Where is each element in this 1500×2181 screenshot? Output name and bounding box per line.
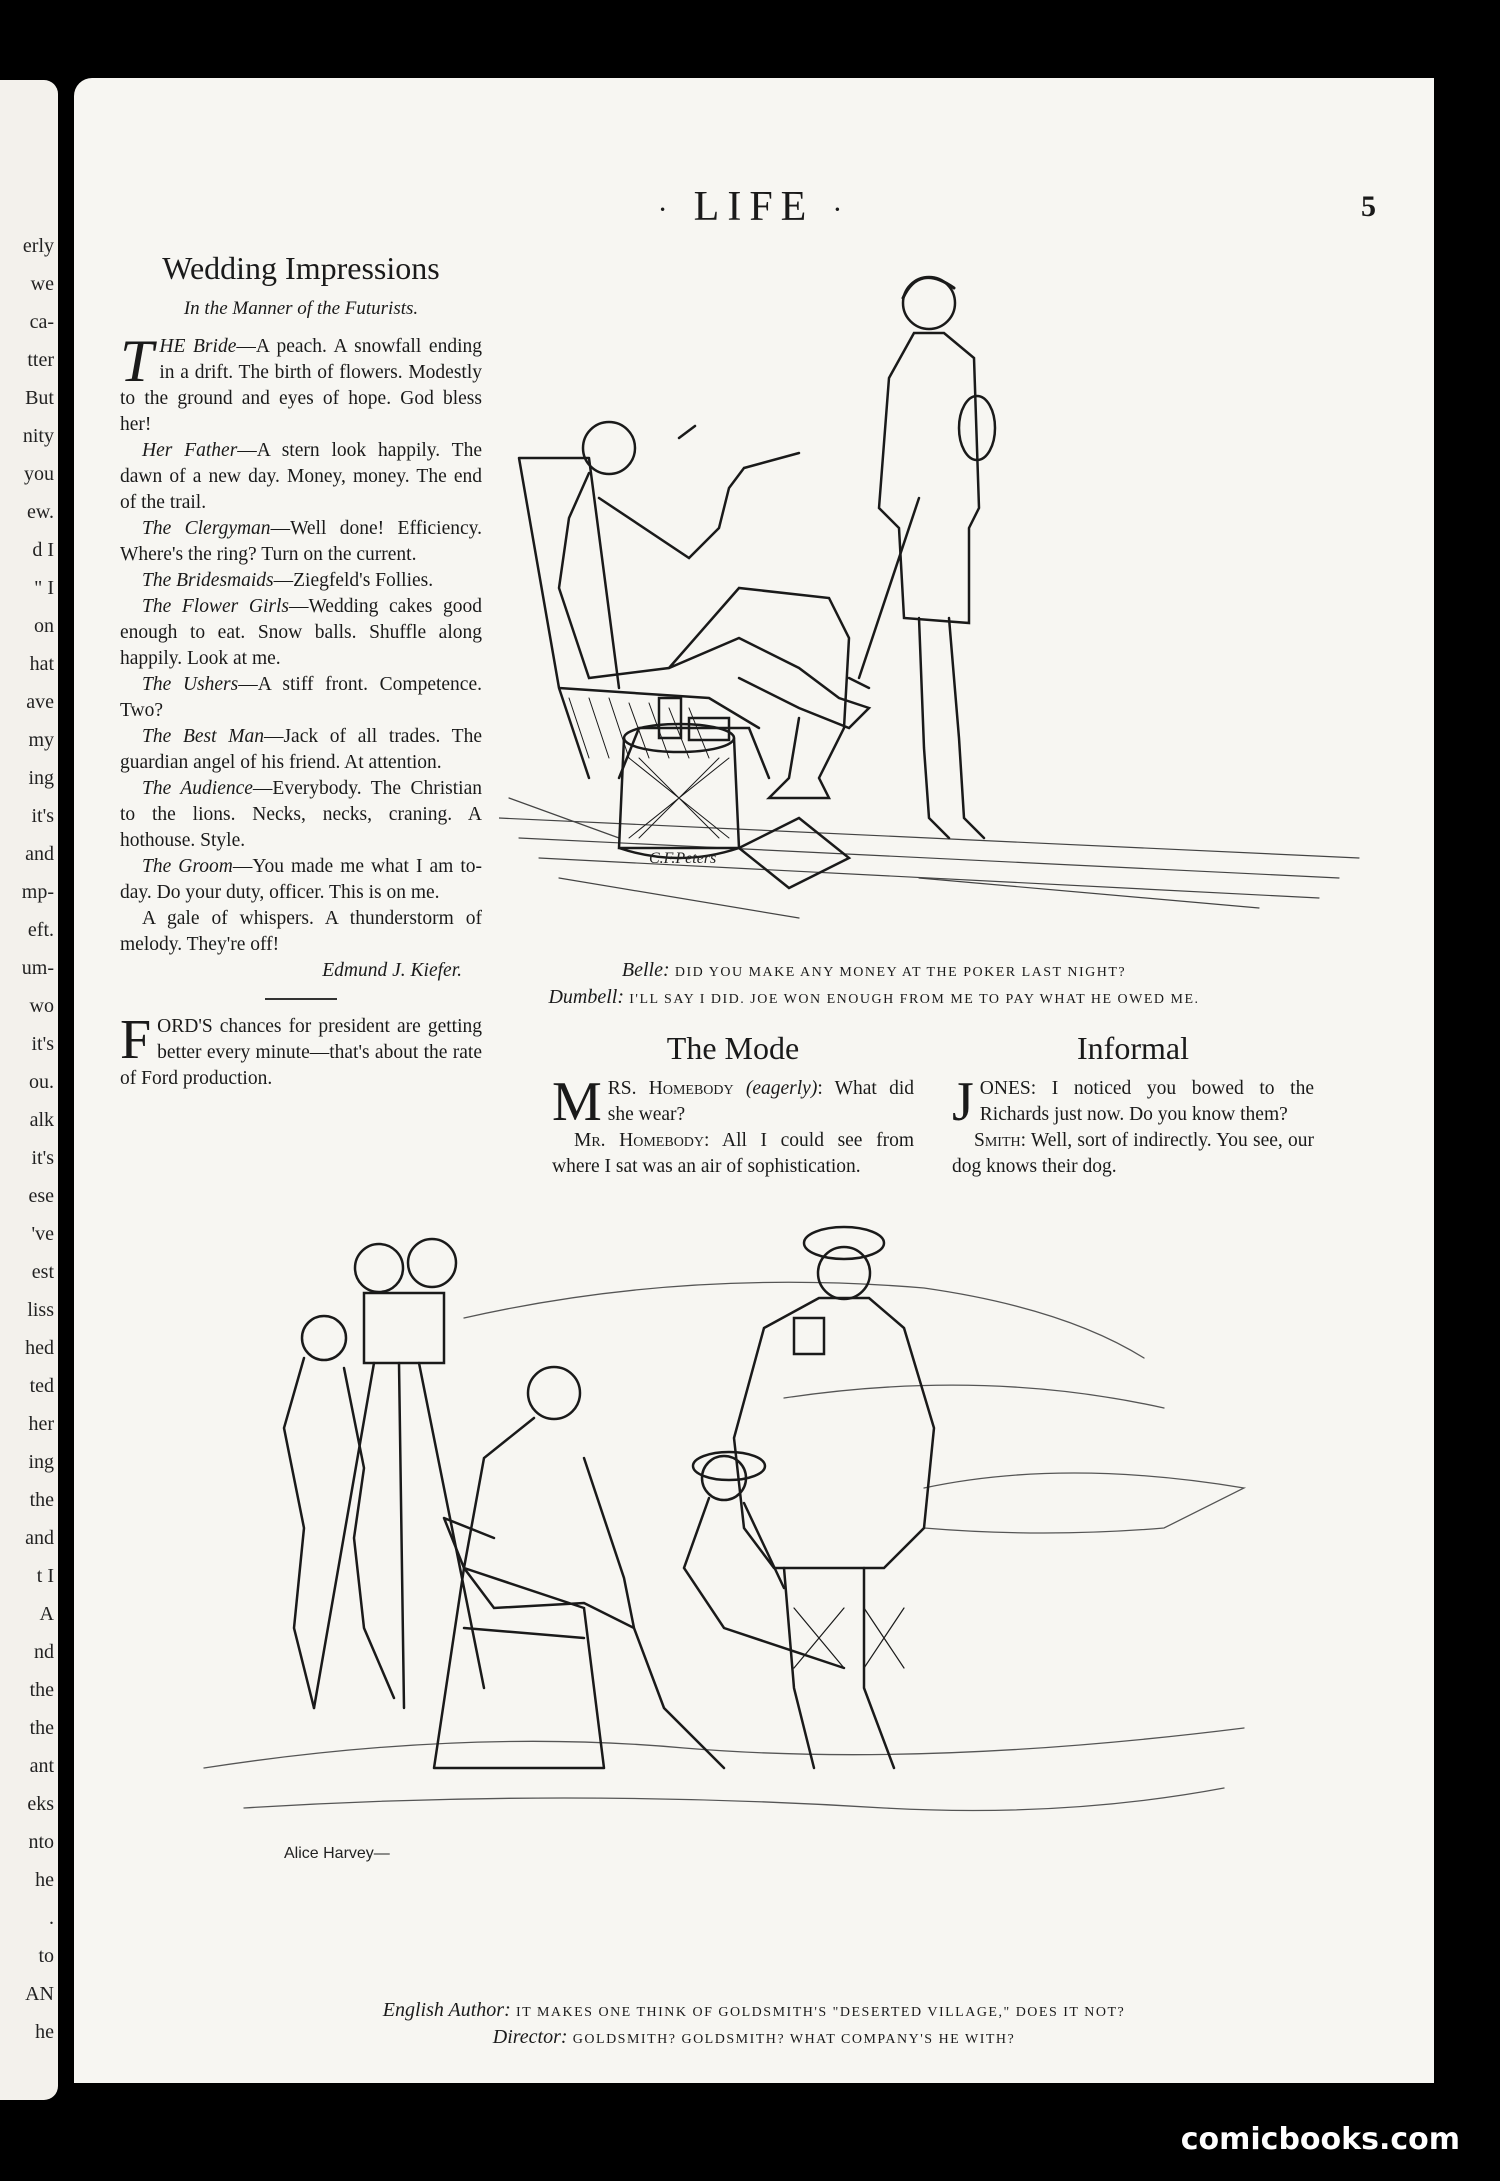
- prev-page-fragment: 've: [31, 1223, 54, 1245]
- entry-text: —A stiff front. Competence. Two?: [120, 674, 482, 721]
- deck-chair: [519, 458, 769, 778]
- dropcap: J: [952, 1071, 974, 1133]
- prev-page-fragment: the: [29, 1489, 54, 1511]
- prev-page-fragment: on: [34, 615, 54, 637]
- prev-page-fragment: it's: [31, 1033, 54, 1055]
- wedding-entry: [120, 854, 482, 906]
- prev-page-fragment: But: [25, 387, 54, 409]
- notebook: [794, 1318, 824, 1354]
- article-body: [120, 328, 482, 958]
- caption-speaker: Director:: [492, 2026, 568, 2048]
- caption-speaker: Dumbell:: [548, 986, 625, 1008]
- informal-paragraph-2: [952, 1128, 1314, 1180]
- prev-page-fragment: erly: [22, 235, 54, 257]
- entry-text: —A peach. A snowfall ending in a drift. The birth of flowers. Modestly to the ground and eyes of hope. God bless her!: [120, 336, 482, 435]
- wedding-entry: [120, 438, 482, 516]
- entry-label: The Best Man: [142, 726, 264, 747]
- prev-page-fragment: we: [30, 273, 54, 295]
- prev-page-fragment: AN: [25, 1983, 54, 2005]
- prev-page-fragment: ew.: [26, 501, 54, 523]
- masthead-dot-left: ·: [657, 193, 676, 227]
- prev-page-fragment: he: [35, 2021, 54, 2043]
- prev-page-fragment: her: [28, 1413, 54, 1435]
- wedding-entry: [120, 328, 482, 438]
- man-head: [583, 422, 635, 474]
- author-body: [734, 1298, 934, 1568]
- prev-page-fragment: A: [39, 1603, 54, 1625]
- entry-text: —Ziegfeld's Follies.: [273, 570, 434, 591]
- cartoon-film-crew: [164, 1208, 1344, 1928]
- caption-speaker: English Author:: [382, 1999, 511, 2021]
- masthead: [74, 183, 1434, 231]
- wedding-entry: [120, 776, 482, 854]
- article-title: The Mode: [666, 1030, 800, 1066]
- entry-label: The Audience: [142, 778, 253, 799]
- mode-paragraph-2: [552, 1128, 914, 1180]
- divider-rule: [265, 998, 337, 1000]
- prev-page-fragment: eft.: [27, 919, 54, 941]
- prev-page-fragment: alk: [29, 1109, 54, 1131]
- wedding-entry: [120, 594, 482, 672]
- caption-speaker: Belle:: [621, 959, 670, 981]
- entry-label: The Ushers: [142, 674, 239, 695]
- informal-paragraph-1: [952, 1071, 1314, 1133]
- wedding-entry: [120, 568, 482, 594]
- prev-page-fragment: the: [29, 1717, 54, 1739]
- entry-text: —Well done! Efficiency. Where's the ring? Turn on the current.: [120, 518, 482, 565]
- dropcap: F: [120, 1009, 152, 1071]
- prev-page-fragment: and: [25, 1527, 54, 1549]
- landscape: [204, 1282, 1244, 1810]
- article-title: Wedding Impressions: [162, 250, 440, 286]
- prev-page-fragment: nd: [34, 1641, 54, 1663]
- prev-page-fragment: ave: [26, 691, 54, 713]
- entry-text: A gale of whispers. A thunderstorm of melody. They're off!: [120, 908, 482, 955]
- prev-page-fragment: wo: [29, 995, 54, 1017]
- mode-paragraph-1: [552, 1071, 914, 1133]
- speaker: Smith: [974, 1130, 1021, 1151]
- prev-page-fragment: nity: [22, 425, 54, 447]
- line: ONES: I noticed you bowed to the Richards just now. Do you know them?: [979, 1078, 1314, 1125]
- prev-page-fragment: it's: [31, 1147, 54, 1169]
- the-mode-article: [552, 1028, 914, 1180]
- aside: (eagerly): [745, 1078, 818, 1099]
- prev-page-fragment: liss: [27, 1299, 54, 1321]
- entry-text: —A stern look happily. The dawn of a new day. Money, money. The end of the trail.: [120, 440, 482, 513]
- prev-page-fragment: you: [24, 463, 54, 485]
- prev-page-fragment: to: [38, 1945, 54, 1967]
- informal-article: [952, 1028, 1314, 1180]
- prev-page-fragment: um-: [21, 957, 54, 979]
- watermark: comicbooks.com: [1180, 2122, 1460, 2157]
- masthead-dot-right: ·: [832, 193, 851, 227]
- prev-page-fragment: " I: [34, 577, 54, 599]
- prev-page-fragment: it's: [31, 805, 54, 827]
- prev-page-fragment: .: [49, 1907, 54, 1929]
- ford-text: ORD'S chances for president are getting better every minute—that's about the rate of Ford production.: [120, 1016, 482, 1089]
- caption-line: I'LL SAY I DID. JOE WON ENOUGH FROM ME TO PAY WHAT HE OWED ME.: [629, 992, 1200, 1007]
- cartoon-signature: C.F.Peters: [649, 850, 717, 867]
- director-body: [464, 1418, 724, 1768]
- speaker: RS. Homebody: [607, 1078, 734, 1099]
- dropcap: M: [552, 1071, 602, 1133]
- prev-page-fragment: and: [25, 843, 54, 865]
- prev-page-fragment: ing: [28, 1451, 54, 1473]
- article-title: Informal: [1077, 1030, 1189, 1066]
- page-number: 5: [1361, 190, 1376, 223]
- director-chair: [434, 1518, 604, 1768]
- cartoon2-caption: [224, 1998, 1284, 2052]
- wedding-entry: [120, 724, 482, 776]
- prev-page-fragment: ese: [28, 1185, 54, 1207]
- film-camera: [314, 1239, 484, 1708]
- speaker: Mr. Homebody: [574, 1130, 705, 1151]
- entry-text: —Wedding cakes good enough to eat. Snow balls. Shuffle along happily. Look at me.: [120, 596, 482, 669]
- prev-page-fragment: d I: [32, 539, 54, 561]
- man-arm: [599, 453, 799, 558]
- cartoon-signature: Alice Harvey—: [284, 1845, 390, 1862]
- dropcap: T: [120, 328, 154, 394]
- cartoon1-caption: [374, 958, 1374, 1012]
- caption-line: IT MAKES ONE THINK OF GOLDSMITH'S "DESERTED VILLAGE," DOES IT NOT?: [515, 2005, 1126, 2020]
- entry-text: —You made me what I am to-day. Do your duty, officer. This is on me.: [120, 856, 482, 903]
- entry-label: HE Bride: [159, 336, 237, 357]
- prev-page-fragment: t I: [36, 1565, 54, 1587]
- prev-page-fragment: mp-: [21, 881, 54, 903]
- caption-line: GOLDSMITH? GOLDSMITH? WHAT COMPANY'S HE WITH?: [572, 2032, 1016, 2047]
- prev-page-fragment: ted: [29, 1375, 54, 1397]
- prev-page-fragment: ant: [29, 1755, 54, 1777]
- author-cap: [804, 1227, 884, 1259]
- wedding-entry: [120, 906, 482, 958]
- entry-label: The Bridesmaids: [142, 570, 274, 591]
- entry-text: —Everybody. The Christian to the lions. Necks, necks, craning. A hothouse. Style.: [120, 778, 482, 851]
- golf-club: [849, 498, 919, 688]
- woman-legs: [919, 618, 984, 838]
- prev-page-fragment: the: [29, 1679, 54, 1701]
- cameraman-head: [302, 1316, 346, 1360]
- prev-page-fragment: nto: [28, 1831, 54, 1853]
- article-author: Edmund J. Kiefer.: [322, 960, 462, 981]
- masthead-title: LIFE: [693, 184, 815, 230]
- prev-page-fragment: eks: [27, 1793, 54, 1815]
- line: : What did she wear?: [607, 1078, 914, 1125]
- entry-text: —Jack of all trades. The guardian angel of his friend. At attention.: [120, 726, 482, 773]
- entry-label: The Groom: [142, 856, 233, 877]
- prev-page-fragment: my: [28, 729, 54, 751]
- magazine-page: [74, 78, 1434, 2083]
- prev-page-fragment: est: [31, 1261, 54, 1283]
- author-legs: [784, 1568, 894, 1768]
- entry-label: The Clergyman: [142, 518, 271, 539]
- prev-page-fragment: ou.: [29, 1071, 54, 1093]
- prev-page-fragment: hat: [29, 653, 54, 675]
- article-subtitle: In the Manner of the Futurists.: [183, 298, 419, 319]
- author-head: [818, 1247, 870, 1299]
- previous-page-edge: [0, 80, 58, 2100]
- caption-line: DID YOU MAKE ANY MONEY AT THE POKER LAST NIGHT?: [674, 965, 1127, 980]
- wedding-entry: [120, 672, 482, 724]
- ford-paragraph: [120, 1009, 482, 1092]
- prev-page-fragment: he: [35, 1869, 54, 1891]
- line: : All I could see from where I sat was an air of sophistication.: [552, 1130, 914, 1177]
- line: : Well, sort of indirectly. You see, our dog knows their dog.: [952, 1130, 1314, 1177]
- entry-label: Her Father: [142, 440, 238, 461]
- entry-label: The Flower Girls: [142, 596, 289, 617]
- prev-page-fragment: ing: [28, 767, 54, 789]
- wedding-entry: [120, 516, 482, 568]
- prev-page-fragment: ca-: [29, 311, 54, 333]
- prev-page-fragment: hed: [25, 1337, 54, 1359]
- woman-coat: [879, 333, 979, 623]
- director-head: [528, 1367, 580, 1419]
- cartoon-belle-dumbell: [499, 258, 1379, 948]
- prev-page-fragment: tter: [27, 349, 54, 371]
